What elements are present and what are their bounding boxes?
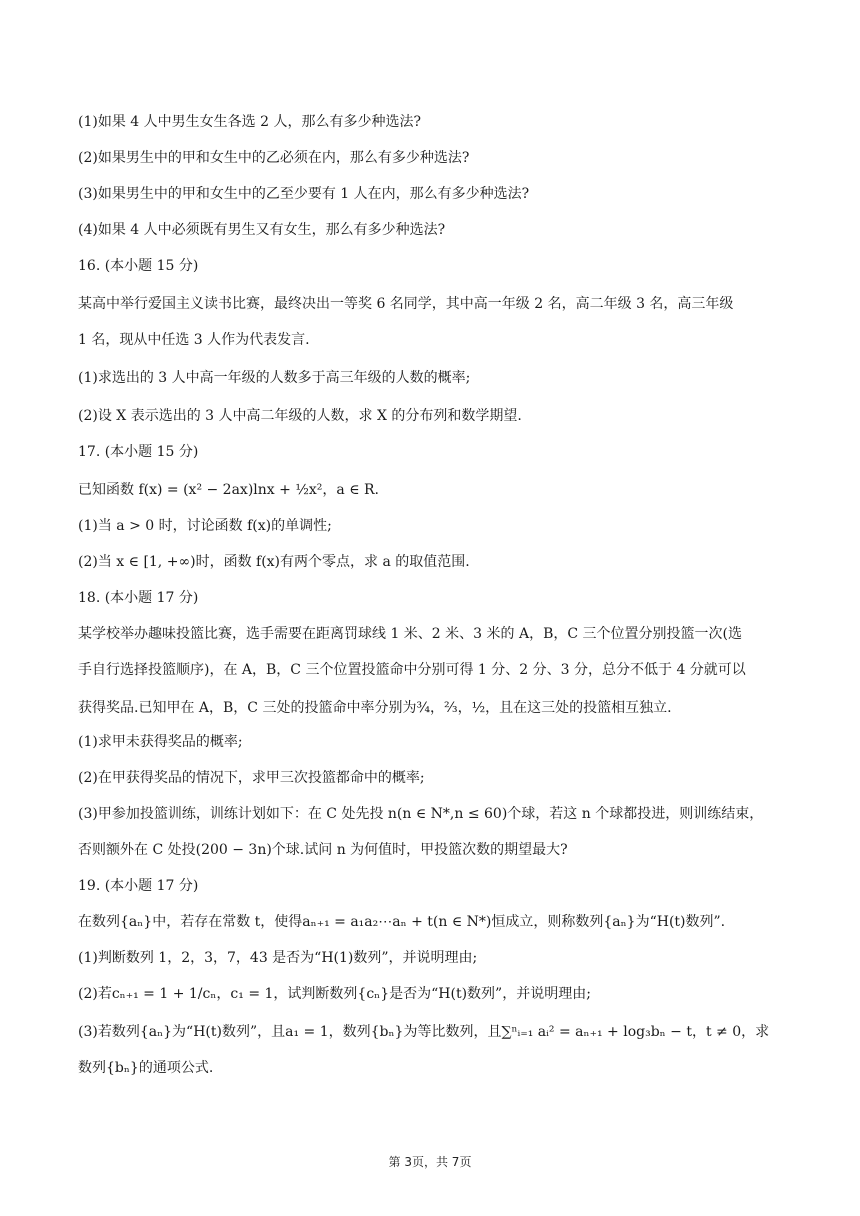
text-line: 数列{bₙ}的通项公式. [78, 1060, 214, 1076]
text-line: 否则额外在 C 处投(200 − 3n)个球.试问 n 为何值时，甲投篮次数的期望最大? [78, 842, 568, 858]
text-line: 某学校举办趣味投篮比赛，选手需要在距离罚球线 1 米、2 米、3 米的 A，B，C 三个位置分别投篮一次(选 [78, 626, 742, 642]
section-heading: 16. (本小题 15 分) [78, 258, 199, 274]
text-line: 获得奖品.已知甲在 A，B，C 三处的投篮命中率分别为¾，⅔，½，且在这三处的投篮相互独立. [78, 700, 672, 716]
text-line: 某高中举行爱国主义读书比赛，最终决出一等奖 6 名同学，其中高一年级 2 名，高二年级 3 名，高三年级 [78, 296, 734, 312]
section-heading: 17. (本小题 15 分) [78, 444, 199, 460]
text-line: (2)在甲获得奖品的情况下，求甲三次投篮都命中的概率; [78, 770, 425, 786]
text-line: (3)如果男生中的甲和女生中的乙至少要有 1 人在内，那么有多少种选法? [78, 186, 530, 202]
text-line: (3)若数列{aₙ}为“H(t)数列”，且a₁ = 1，数列{bₙ}为等比数列，且∑ⁿᵢ₌₁ aᵢ² = aₙ₊₁ + log₃bₙ − t，t ≠ 0，求 [78, 1024, 770, 1040]
document-body [78, 104, 784, 1076]
text-line: (2)若cₙ₊₁ = 1 + 1/cₙ，c₁ = 1，试判断数列{cₙ}是否为“H(t)数列”，并说明理由; [78, 986, 591, 1002]
text-line: (2)设 X 表示选出的 3 人中高二年级的人数，求 X 的分布列和数学期望. [78, 408, 522, 424]
page-footer: 第 3页，共 7页 [388, 1155, 472, 1169]
section-heading: 18. (本小题 17 分) [78, 590, 199, 606]
text-line: (1)求选出的 3 人中高一年级的人数多于高三年级的人数的概率; [78, 370, 471, 386]
text-line: (1)判断数列 1，2，3，7，43 是否为“H(1)数列”，并说明理由; [78, 950, 478, 966]
text-line: 已知函数 f(x) = (x² − 2ax)lnx + ½x²，a ∈ R. [78, 482, 379, 498]
text-line: (1)当 a > 0 时，讨论函数 f(x)的单调性; [78, 518, 332, 534]
text-line: 在数列{aₙ}中，若存在常数 t，使得aₙ₊₁ = a₁a₂⋯aₙ + t(n ∈ N*)恒成立，则称数列{aₙ}为“H(t)数列”. [78, 914, 726, 930]
text-line: (1)如果 4 人中男生女生各选 2 人，那么有多少种选法? [78, 114, 421, 130]
text-line: (1)求甲未获得奖品的概率; [78, 734, 243, 750]
text-line: (2)当 x ∈ [1, +∞)时，函数 f(x)有两个零点，求 a 的取值范围. [78, 554, 470, 570]
text-line: (2)如果男生中的甲和女生中的乙必须在内，那么有多少种选法? [78, 150, 470, 166]
text-line: (3)甲参加投篮训练，训练计划如下：在 C 处先投 n(n ∈ N*,n ≤ 60)个球，若这 n 个球都投进，则训练结束， [78, 806, 764, 822]
text-line: (4)如果 4 人中必须既有男生又有女生，那么有多少种选法? [78, 222, 446, 238]
text-line: 1 名，现从中任选 3 人作为代表发言. [78, 332, 310, 348]
section-heading: 19. (本小题 17 分) [78, 878, 199, 894]
text-line: 手自行选择投篮顺序)，在 A，B，C 三个位置投篮命中分别可得 1 分、2 分、3 分，总分不低于 4 分就可以 [78, 662, 746, 678]
